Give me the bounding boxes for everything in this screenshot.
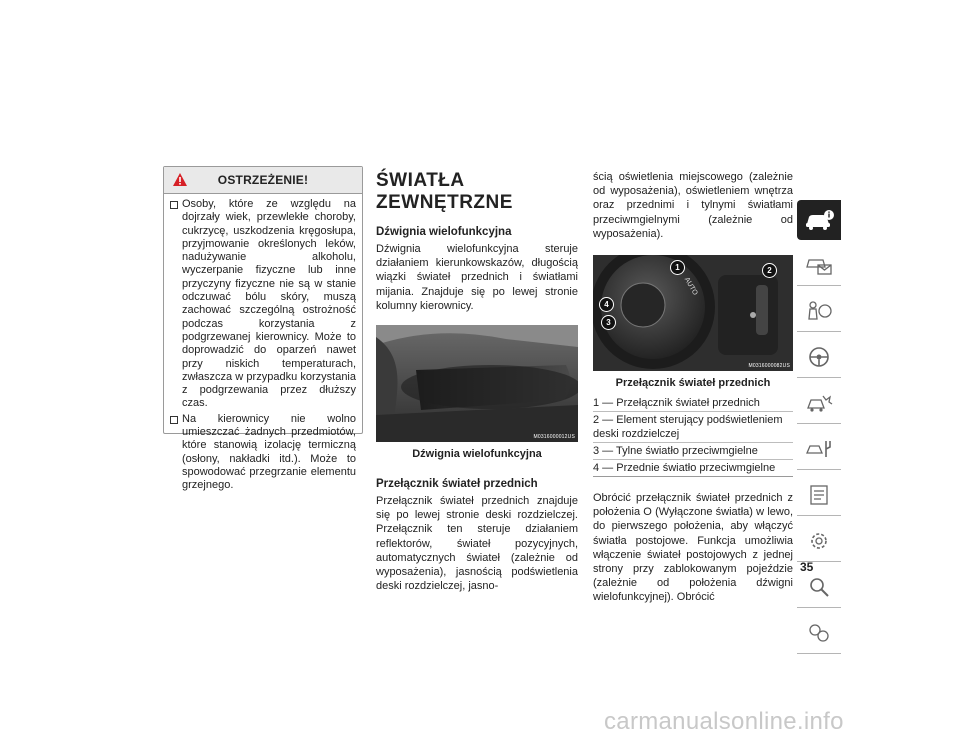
column-main bbox=[376, 170, 578, 593]
headlight-switch-image bbox=[593, 255, 793, 371]
warning-box bbox=[163, 166, 363, 492]
chapter-sidebar bbox=[797, 200, 841, 659]
car-tools-icon bbox=[804, 437, 834, 461]
paragraph-instructions: Obrócić przełącznik świateł przednich z położenia O (Wyłączone światła) w lewo, do pierwszego położenia, aby włączyć światła postojowe. Funkcja umożliwia włączenie świateł postojowych z jednej strony przy zablokowanym pojeździe (zależnie od położenia dźwigni wielofunkcyjnej). Obrócić bbox=[593, 492, 793, 604]
subheading-headlight-switch: Przełącznik świateł przednich bbox=[376, 478, 538, 491]
checklist-icon bbox=[804, 483, 834, 507]
legend-item: 3 — Tylne światło przeciwmgielne bbox=[593, 443, 793, 460]
section-title: ŚWIATŁA ZEWNĘTRZNE bbox=[376, 170, 513, 213]
warning-item: Osoby, które ze względu na dojrzały wiek, przewlekłe choroby, cukrzycę, uszkodzenia kręgosłupa, przyjmowanie określonych leków, nadużywanie alkoholu, wyczerpanie fizyczne lub inne przyczyny fizyczne nie są w stanie odczuwać bólu skóry, muszą zachować szczególną ostrożność podczas korzystania z podgrzewanej kierownicy. Może to doprowadzić do oparzeń nawet przy niskich temperaturach, zwłaszcza w przypadku korzystania z podgrzewania przez dłuższy czas. bbox=[170, 198, 356, 411]
car-info-icon bbox=[804, 209, 834, 231]
car-crash-icon bbox=[804, 391, 834, 415]
callout-1: 1 bbox=[670, 260, 685, 275]
languages-icon bbox=[804, 621, 834, 645]
envelope-icon bbox=[804, 253, 834, 277]
image-code: M0316000082US bbox=[748, 363, 790, 370]
watermark: carmanualsonline.info bbox=[604, 708, 844, 735]
magnifier-icon bbox=[804, 575, 834, 599]
page-number: 35 bbox=[800, 560, 814, 574]
tab-starting-driving[interactable] bbox=[797, 337, 841, 378]
legend-list bbox=[593, 395, 793, 477]
warning-title: OSTRZEŻENIE! bbox=[217, 173, 309, 187]
caption-headlight-switch: Przełącznik świateł przednich bbox=[615, 377, 771, 390]
tab-service[interactable] bbox=[797, 429, 841, 470]
warning-list bbox=[170, 198, 356, 493]
tab-messages[interactable] bbox=[797, 245, 841, 286]
callout-3: 3 bbox=[601, 315, 616, 330]
subheading-lever: Dźwignia wielofunkcyjna bbox=[376, 226, 512, 238]
steering-wheel-icon bbox=[804, 345, 834, 369]
tab-emergency[interactable] bbox=[797, 383, 841, 424]
paragraph-headlight-switch: Przełącznik świateł przednich znajduje się po lewej stronie deski rozdzielczej. Przełącznik ten steruje działaniem reflektorów, świateł pozycyjnych, automatycznych świateł (zależnie od wyposażenia), jasnością podświetlenia deski rozdzielczej, jasno- bbox=[376, 495, 578, 593]
caption-lever: Dźwignia wielofunkcyjna bbox=[412, 448, 542, 461]
legend-item: 2 — Element sterujący podświetleniem deski rozdzielczej bbox=[593, 412, 793, 443]
paragraph-lever: Dźwignia wielofunkcyjna steruje działaniem kierunkowskazów, długością wiązki świateł przednich i światłami mijania. Znajduje się po lewej stronie kolumny kierownicy. bbox=[376, 243, 578, 312]
warning-header bbox=[164, 167, 362, 194]
tab-car-info[interactable] bbox=[797, 200, 841, 240]
tab-specifications[interactable] bbox=[797, 475, 841, 516]
paragraph-continued: ścią oświetlenia miejscowego (zależnie od wyposażenia), oświetleniem wnętrza oraz przednimi i tylnymi światłami przeciwmgielnymi (zależnie od wyposażenia). bbox=[593, 171, 793, 240]
auto-label: AUTO bbox=[682, 276, 699, 297]
image-code: M0316000012US bbox=[533, 434, 575, 441]
tab-multimedia[interactable] bbox=[797, 521, 841, 562]
legend-item: 4 — Przednie światło przeciwmgielne bbox=[593, 460, 793, 477]
warning-triangle-icon bbox=[172, 172, 188, 187]
lever-image bbox=[376, 325, 578, 442]
legend-item: 1 — Przełącznik świateł przednich bbox=[593, 395, 793, 412]
tab-safety[interactable] bbox=[797, 291, 841, 332]
column-right bbox=[593, 170, 793, 605]
callout-4: 4 bbox=[599, 297, 614, 312]
gear-fuel-icon bbox=[804, 529, 834, 553]
warning-item: Na kierownicy nie wolno umieszczać żadnych przedmiotów, które stanowią izolację termiczną (osłony, nakładki itd.). Może to spowodować przegrzanie elementu grzejnego. bbox=[170, 413, 356, 493]
airbag-icon bbox=[804, 299, 834, 323]
callout-2: 2 bbox=[762, 263, 777, 278]
tab-languages[interactable] bbox=[797, 613, 841, 654]
